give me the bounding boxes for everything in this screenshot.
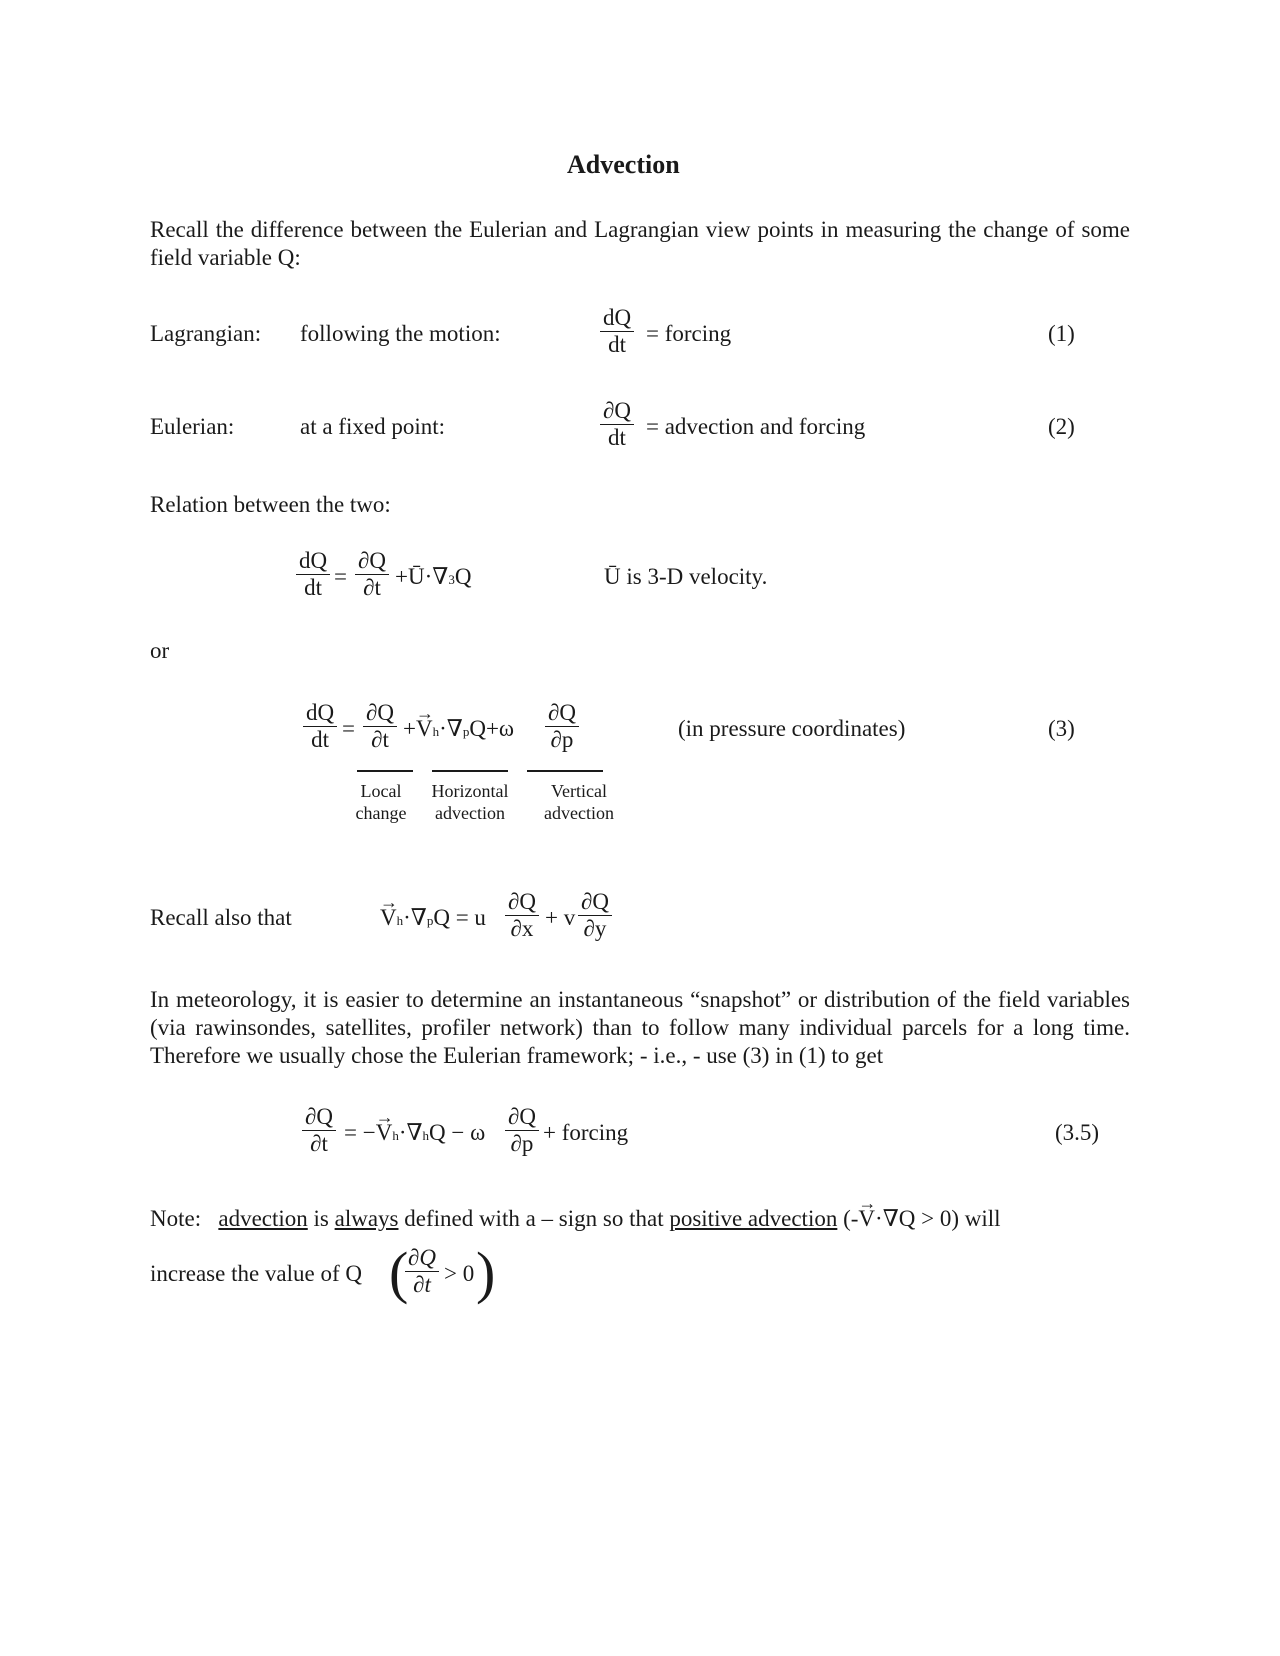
eulerian-rhs: = advection and forcing bbox=[646, 414, 866, 439]
note-greater-than-zero: > 0 bbox=[444, 1261, 475, 1286]
lagrangian-desc: following the motion: bbox=[300, 321, 501, 346]
eq3-equals: = bbox=[342, 716, 355, 741]
eq35-forcing: + forcing bbox=[543, 1120, 629, 1145]
rel-lhs-fraction bbox=[296, 548, 330, 601]
meteorology-paragraph: In meteorology, it is easier to determine an instantaneous “snapshot” or distribution of the field variables (via rawinsondes, satellites, profiler network) than to follow many individual parcels for a long time. Therefore we usually chose the Eulerian framework; - i.e., - use (3) in (1) to get bbox=[150, 987, 1130, 1068]
lagrangian-denominator: dt bbox=[608, 332, 626, 357]
recall-equals-u: Q = u bbox=[433, 905, 486, 930]
eq3-lhs-numerator: dQ bbox=[303, 700, 337, 727]
rel-time-denominator: ∂t bbox=[363, 575, 381, 600]
eq3-pressure-numerator: ∂Q bbox=[545, 700, 579, 727]
recall-p-subscript: p bbox=[426, 913, 434, 928]
eq35-velocity-vector: → V bbox=[376, 1119, 393, 1147]
eq3-horizontal-term bbox=[403, 715, 514, 746]
rel-lhs-numerator: dQ bbox=[296, 548, 330, 575]
label-local-line1: Local bbox=[360, 781, 402, 801]
note-fraction bbox=[405, 1245, 439, 1298]
recall-h-subscript: h bbox=[396, 913, 404, 928]
page-title: Advection bbox=[567, 150, 680, 179]
relation-heading: Relation between the two: bbox=[150, 492, 391, 517]
eq3-p-subscript: p bbox=[462, 724, 470, 739]
label-local-change bbox=[350, 780, 412, 824]
eq35-dot-nabla: ·∇ bbox=[398, 1120, 423, 1145]
recall-also-label: Recall also that bbox=[150, 905, 292, 930]
eq35-h-subscript-2: h bbox=[422, 1128, 430, 1143]
note-prefix: Note: bbox=[150, 1206, 202, 1231]
recall-y-fraction bbox=[578, 889, 612, 942]
eulerian-desc: at a fixed point: bbox=[300, 414, 445, 439]
note-is: is bbox=[313, 1206, 329, 1231]
recall-y-denominator: ∂y bbox=[583, 916, 607, 941]
local-change-underline bbox=[357, 770, 413, 772]
eq35-h-subscript: h bbox=[392, 1128, 399, 1143]
eq3-h-subscript: h bbox=[432, 724, 440, 739]
label-horizontal-advection bbox=[425, 780, 515, 824]
eq3-lhs-fraction bbox=[303, 700, 337, 753]
eq35-q-minus-omega: Q − ω bbox=[429, 1120, 486, 1145]
equation-number-3: (3) bbox=[1048, 716, 1075, 741]
eulerian-label: Eulerian: bbox=[150, 414, 235, 439]
eq3-q-plus-omega: Q+ω bbox=[469, 716, 515, 741]
note-expr-close: ) bbox=[951, 1206, 960, 1231]
eq3-velocity-vector: → V bbox=[416, 715, 433, 743]
eq3-time-denominator: ∂t bbox=[371, 727, 389, 752]
note-open-paren: ( bbox=[389, 1240, 409, 1305]
eq35-equals-minus: = − bbox=[344, 1120, 376, 1145]
label-vertical-line1: Vertical bbox=[551, 781, 607, 801]
lagrangian-label: Lagrangian: bbox=[150, 321, 262, 346]
eq3-pressure-denominator: ∂p bbox=[550, 727, 574, 752]
recall-x-numerator: ∂Q bbox=[505, 889, 539, 916]
horizontal-advection-underline bbox=[432, 770, 508, 772]
eq3-note: (in pressure coordinates) bbox=[678, 716, 906, 741]
rel-advection-term bbox=[395, 563, 471, 594]
eulerian-denominator: dt bbox=[608, 425, 626, 450]
note-will: will bbox=[964, 1206, 1001, 1231]
eq35-pressure-fraction bbox=[505, 1104, 539, 1157]
eq3-dot-nabla: ·∇ bbox=[439, 716, 463, 741]
rel-subscript-3: 3 bbox=[448, 572, 455, 587]
eq35-pressure-denominator: ∂p bbox=[510, 1131, 534, 1156]
equation-number-2: (2) bbox=[1048, 414, 1075, 439]
recall-y-numerator: ∂Q bbox=[578, 889, 612, 916]
lagrangian-fraction bbox=[600, 305, 634, 358]
recall-dot-nabla: ·∇ bbox=[403, 905, 427, 930]
eq3-time-fraction bbox=[363, 700, 397, 753]
eq3-time-numerator: ∂Q bbox=[363, 700, 397, 727]
eq35-pressure-numerator: ∂Q bbox=[505, 1104, 539, 1131]
rel-time-fraction bbox=[355, 548, 389, 601]
rel-time-numerator: ∂Q bbox=[355, 548, 389, 575]
eq35-rhs-term bbox=[344, 1119, 485, 1150]
note-close-paren: ) bbox=[476, 1240, 496, 1305]
rel-velocity-term: +Ū·∇ bbox=[395, 564, 449, 589]
rel-q: Q bbox=[454, 564, 472, 589]
note-positive-advection: positive advection bbox=[669, 1206, 838, 1231]
label-local-line2: change bbox=[355, 803, 407, 823]
or-text: or bbox=[150, 638, 170, 663]
label-horizontal-line2: advection bbox=[435, 803, 505, 823]
equation-number-3-5: (3.5) bbox=[1055, 1120, 1100, 1145]
intro-paragraph: Recall the difference between the Eulerian and Lagrangian view points in measuring the change of some field variable Q: bbox=[150, 217, 1130, 270]
eq3-plus: + bbox=[403, 716, 416, 741]
label-horizontal-line1: Horizontal bbox=[431, 781, 509, 801]
equation-number-1: (1) bbox=[1048, 321, 1075, 346]
note-advection: advection bbox=[218, 1206, 308, 1231]
eq35-lhs-fraction bbox=[302, 1104, 336, 1157]
recall-lhs-term bbox=[380, 904, 486, 935]
eulerian-fraction bbox=[600, 398, 634, 451]
rel-lhs-denominator: dt bbox=[304, 575, 322, 600]
note-expr-open: (- bbox=[843, 1206, 859, 1231]
recall-velocity-vector: → V bbox=[380, 904, 397, 932]
note-fraction-denominator: ∂t bbox=[413, 1272, 431, 1297]
recall-plus-v: + v bbox=[545, 905, 576, 930]
note-fraction-numerator: ∂Q bbox=[405, 1245, 439, 1272]
note-velocity-vector: → V bbox=[858, 1205, 875, 1233]
label-vertical-advection bbox=[536, 780, 622, 824]
rel-equals: = bbox=[334, 564, 347, 589]
vertical-advection-underline bbox=[527, 770, 603, 772]
note-line-1 bbox=[150, 1205, 1130, 1233]
lagrangian-numerator: dQ bbox=[600, 305, 634, 332]
note-expr-rest: ·∇Q > 0 bbox=[875, 1206, 952, 1231]
note-always: always bbox=[334, 1206, 399, 1231]
recall-x-fraction bbox=[505, 889, 539, 942]
recall-x-denominator: ∂x bbox=[510, 916, 534, 941]
note-mid: defined with a – sign so that bbox=[404, 1206, 664, 1231]
eq3-pressure-fraction bbox=[545, 700, 579, 753]
label-vertical-line2: advection bbox=[544, 803, 614, 823]
eq3-lhs-denominator: dt bbox=[311, 727, 329, 752]
eq35-lhs-numerator: ∂Q bbox=[302, 1104, 336, 1131]
eq35-lhs-denominator: ∂t bbox=[310, 1131, 328, 1156]
note-line-2: increase the value of Q bbox=[150, 1261, 363, 1286]
eulerian-numerator: ∂Q bbox=[600, 398, 634, 425]
lagrangian-rhs: = forcing bbox=[646, 321, 732, 346]
rel-velocity-note: Ū is 3-D velocity. bbox=[604, 564, 768, 589]
